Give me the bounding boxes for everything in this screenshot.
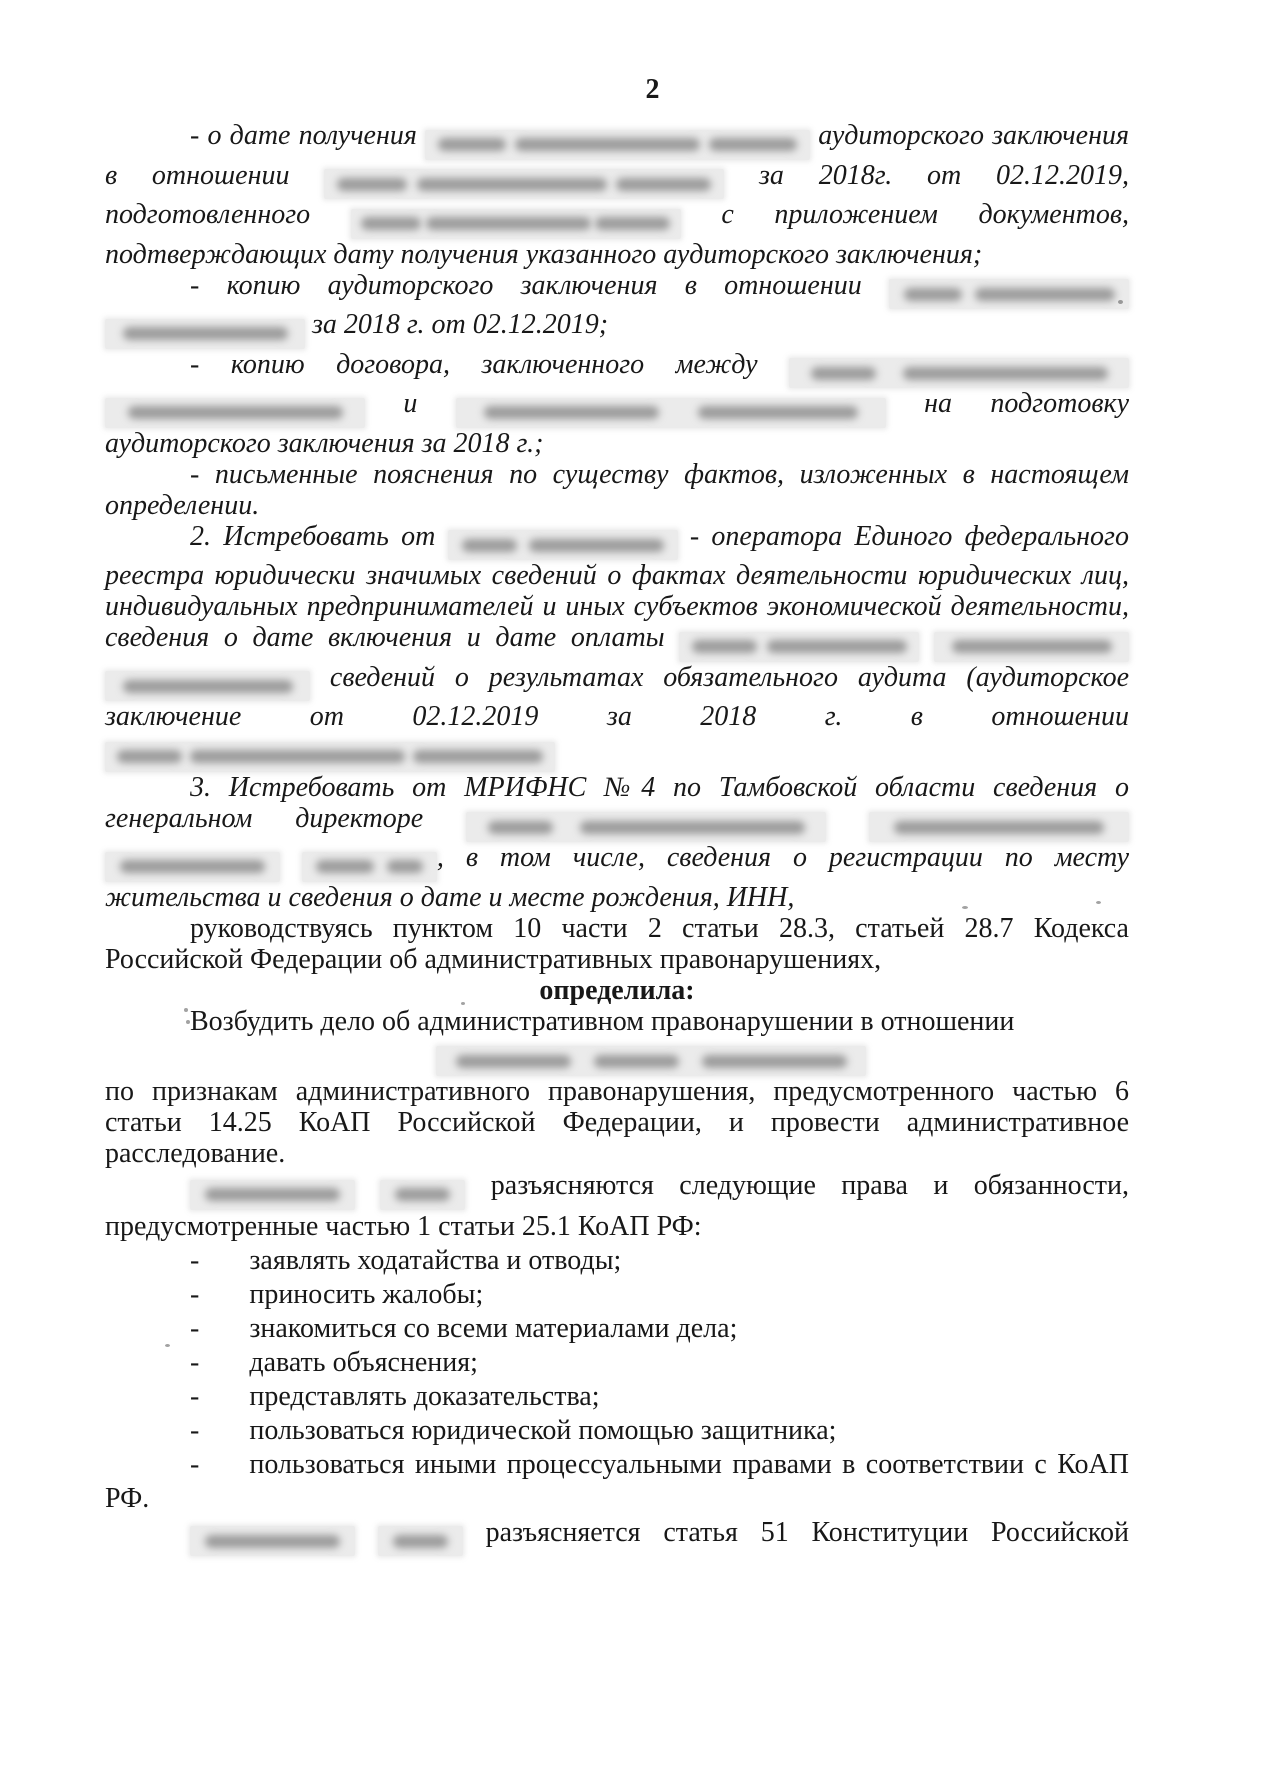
- bullet-other-rights: - пользоваться иными процессуальными правами в соответствии с КоАП РФ.: [105, 1448, 1129, 1514]
- redacted-text: [448, 530, 678, 560]
- para-offense-grounds: по признакам административного правонарушения, предусмотренного частью 6 статьи 14.25 КоАП Российской Федерации, и провести административное расследование.: [105, 1076, 1129, 1169]
- scan-speck: [962, 906, 968, 909]
- bullet-gap: [199, 1438, 249, 1439]
- page-number: 2: [645, 74, 661, 105]
- redacted-text: [105, 398, 365, 428]
- bullet-legal-assistance: - пользоваться юридической помощью защитника;: [190, 1414, 837, 1446]
- scan-speck: [184, 1008, 188, 1012]
- bullet-explanations: - давать объяснения;: [190, 1346, 478, 1378]
- redacted-text: [789, 358, 1129, 388]
- bullet-review-materials: - знакомиться со всеми материалами дела;: [190, 1312, 738, 1344]
- redacted-text: [934, 632, 1129, 662]
- redacted-text: [351, 209, 681, 239]
- scan-speck: [1118, 300, 1123, 304]
- para-initiate-case: Возбудить дело об административном правонарушении в отношении: [190, 1005, 1015, 1037]
- para-item-2-request-registry: 2. Истребовать от - оператора Единого федерального реестра юридически значимых сведений о фактах деятельности юридических лиц, индивидуальных предпринимателей и иных субъектов экономической деятельности, сведения о дате включения и дате оплаты сведений о результатах обязательного аудита (аудиторское заключение от 02.12.2019 за 2018 г. в отношении: [105, 521, 1129, 772]
- redacted-text: [105, 852, 280, 882]
- redacted-text: [889, 279, 1129, 309]
- para-rights-intro: разъясняются следующие права и обязанности, предусмотренные частью 1 статьи 25.1 КоАП РФ:: [105, 1170, 1130, 1242]
- para-article-51: разъясняется статья 51 Конституции Российской: [105, 1516, 1129, 1557]
- bullet-gap: [199, 1404, 249, 1405]
- bullet-gap: [199, 1268, 249, 1269]
- redacted-text: [869, 812, 1129, 842]
- heading-opredelila: определила:: [539, 974, 695, 1006]
- bullet-gap: [199, 1370, 249, 1371]
- bullet-evidence: - представлять доказательства;: [190, 1380, 600, 1412]
- scan-speck: [461, 1002, 465, 1005]
- bullet-gap: [199, 1336, 249, 1337]
- bullet-petitions: - заявлять ходатайства и отводы;: [190, 1244, 622, 1276]
- para-item-3-request-tax-office: 3. Истребовать от МРИФНС №4 по Тамбовской области сведения о генеральном директоре , в том числе, сведения о регистрации по месту жительства и сведения о дате и месте рождения, ИНН,: [105, 771, 1129, 913]
- document-sheet: [105, 74, 1129, 1556]
- bullet-complaints: - приносить жалобы;: [190, 1278, 484, 1310]
- redacted-text: [302, 852, 437, 882]
- redacted-text: [190, 1526, 355, 1556]
- redacted-text: [190, 1180, 355, 1210]
- scan-speck: [165, 1344, 170, 1347]
- redacted-text: [456, 398, 886, 428]
- redacted-text: [466, 812, 826, 842]
- bullet-gap: [199, 1472, 249, 1473]
- redacted-text: [679, 632, 919, 662]
- para-audit-report-date: - о дате получения аудиторского заключения в отношении за 2018г. от 02.12.2019, подготовленного с приложением документов, подтверждающих дату получения указанного аудиторского заключения;: [105, 120, 1129, 270]
- para-written-explanations: - письменные пояснения по существу фактов, изложенных в настоящем определении.: [105, 458, 1129, 521]
- para-legal-basis: руководствуясь пунктом 10 части 2 статьи 28.3, статьей 28.7 Кодекса Российской Федерации об административных правонарушениях,: [105, 912, 1129, 975]
- redacted-text: [105, 671, 310, 701]
- redacted-text: [380, 1180, 465, 1210]
- scan-speck: [1096, 901, 1101, 904]
- para-audit-report-copy: - копию аудиторского заключения в отношении за 2018 г. от 02.12.2019;: [105, 270, 1129, 349]
- document-body: [105, 120, 1129, 1556]
- bullet-gap: [199, 1302, 249, 1303]
- scan-speck: [186, 1020, 190, 1024]
- redacted-text: [105, 319, 305, 349]
- redacted-text: [324, 169, 724, 199]
- redacted-text: [425, 130, 810, 160]
- redacted-text: [436, 1046, 866, 1076]
- line-redacted-person-name: [139, 1037, 1163, 1077]
- para-contract-copy: - копию договора, заключенного между и на подготовку аудиторского заключения за 2018 г.;: [105, 348, 1130, 459]
- redacted-text: [378, 1526, 463, 1556]
- redacted-text: [105, 742, 555, 772]
